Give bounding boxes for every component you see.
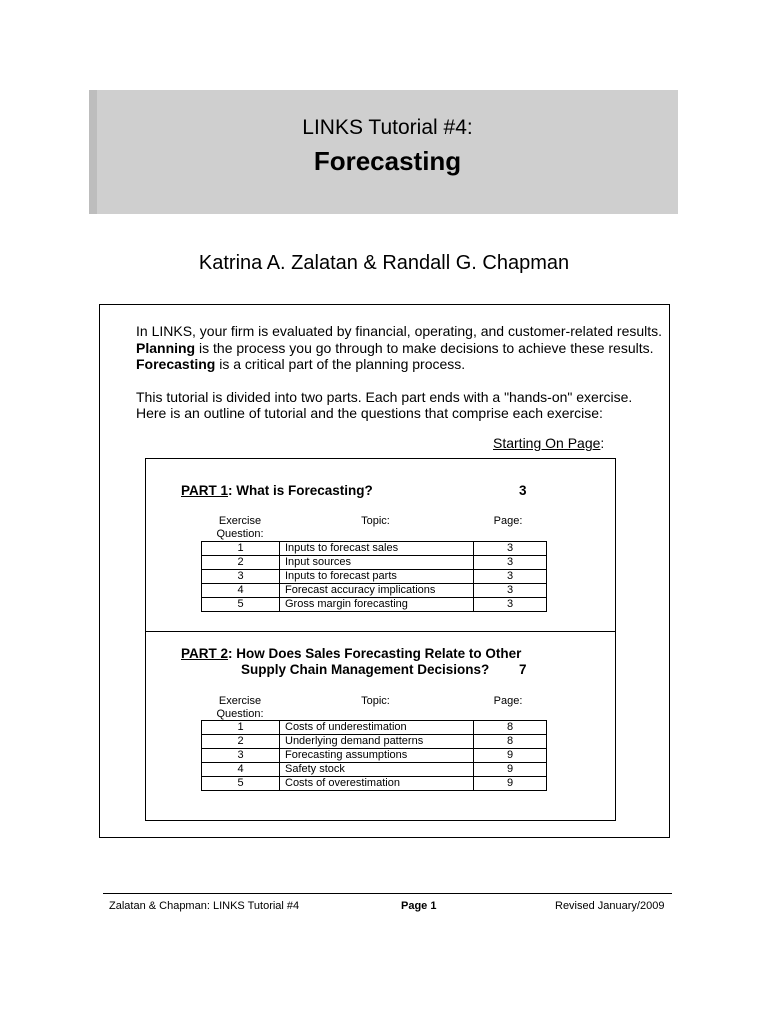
part2-label: PART 2 <box>181 646 229 661</box>
question-number: 4 <box>202 584 280 598</box>
footer-revised-date: Revised January/2009 <box>555 900 665 912</box>
planning-term: Planning <box>136 339 196 356</box>
part1-table <box>201 541 547 612</box>
question-page: 3 <box>474 598 547 612</box>
footer-rule <box>103 893 672 894</box>
part2-start-page: 7 <box>519 662 527 677</box>
authors: Katrina A. Zalatan & Randall G. Chapman <box>198 252 570 274</box>
table-row <box>202 749 547 763</box>
question-topic: Gross margin forecasting <box>280 598 474 612</box>
outline-box <box>99 304 670 838</box>
question-page: 8 <box>474 735 547 749</box>
question-page: 3 <box>474 556 547 570</box>
starting-on-page-colon: : <box>600 435 605 451</box>
table-row <box>202 763 547 777</box>
table-row <box>202 598 547 612</box>
table-row <box>202 556 547 570</box>
part2-title-line1: : How Does Sales Forecasting Relate to Other <box>228 646 522 661</box>
tutorial-title: Forecasting <box>313 146 462 176</box>
question-page: 3 <box>474 542 547 556</box>
part1-topic-header: Topic: <box>361 515 390 527</box>
planning-definition: is the process you go through to make decisions to achieve these results. <box>195 339 654 356</box>
intro-line-1: In LINKS, your firm is evaluated by financial, operating, and customer-related results. <box>136 323 663 339</box>
part2-page-header: Page: <box>493 695 523 707</box>
exercise-header-line2: Question: <box>216 527 264 540</box>
part2-exercise-header <box>201 695 279 720</box>
question-number: 1 <box>202 721 280 735</box>
part1-page-header: Page: <box>493 515 523 527</box>
question-number: 5 <box>202 598 280 612</box>
question-topic: Costs of underestimation <box>280 721 474 735</box>
question-number: 2 <box>202 556 280 570</box>
part1-heading <box>181 483 373 498</box>
question-page: 9 <box>474 763 547 777</box>
table-row <box>202 584 547 598</box>
intro-text <box>136 323 666 422</box>
forecasting-definition: is a critical part of the planning process. <box>215 356 466 372</box>
question-topic: Costs of overestimation <box>280 777 474 791</box>
intro-para2-line-2: Here is an outline of tutorial and the questions that comprise each exercise: <box>136 405 603 421</box>
table-row <box>202 542 547 556</box>
starting-on-page-label: Starting On Page <box>493 435 601 451</box>
question-page: 3 <box>474 570 547 584</box>
question-topic: Safety stock <box>280 763 474 777</box>
question-number: 5 <box>202 777 280 791</box>
part2-topic-header: Topic: <box>361 695 390 707</box>
starting-on-page-heading <box>493 435 604 451</box>
title-banner <box>89 90 678 214</box>
exercise-header-line1: Exercise <box>218 515 262 527</box>
question-number: 1 <box>202 542 280 556</box>
question-topic: Forecast accuracy implications <box>280 584 474 598</box>
question-page: 3 <box>474 584 547 598</box>
exercise-header-line2: Question: <box>216 707 264 720</box>
question-topic: Inputs to forecast parts <box>280 570 474 584</box>
question-topic: Forecasting assumptions <box>280 749 474 763</box>
tutorial-subtitle: LINKS Tutorial #4: <box>302 116 473 139</box>
forecasting-term: Forecasting <box>136 356 216 372</box>
table-row <box>202 735 547 749</box>
question-topic: Input sources <box>280 556 474 570</box>
question-page: 9 <box>474 777 547 791</box>
part1-label: PART 1 <box>181 483 229 498</box>
intro-para2-line-1: This tutorial is divided into two parts. Each part ends with a "hands-on" exercise. <box>136 388 633 405</box>
table-row <box>202 777 547 791</box>
question-number: 4 <box>202 763 280 777</box>
part2-heading <box>181 646 521 661</box>
part1-start-page: 3 <box>519 483 527 498</box>
question-number: 2 <box>202 735 280 749</box>
exercise-header-line1: Exercise <box>218 695 262 707</box>
part2-table <box>201 720 547 791</box>
parts-box <box>145 458 616 821</box>
part2-title-line2: Supply Chain Management Decisions? <box>241 662 490 677</box>
part1-exercise-header <box>201 515 279 540</box>
question-page: 8 <box>474 721 547 735</box>
question-number: 3 <box>202 749 280 763</box>
question-topic: Underlying demand patterns <box>280 735 474 749</box>
question-topic: Inputs to forecast sales <box>280 542 474 556</box>
part-divider <box>146 631 615 632</box>
footer-left: Zalatan & Chapman: LINKS Tutorial #4 <box>109 900 300 912</box>
table-row <box>202 721 547 735</box>
question-number: 3 <box>202 570 280 584</box>
question-page: 9 <box>474 749 547 763</box>
footer-page-number: Page 1 <box>401 900 437 912</box>
part1-title: : What is Forecasting? <box>228 483 373 498</box>
table-row <box>202 570 547 584</box>
